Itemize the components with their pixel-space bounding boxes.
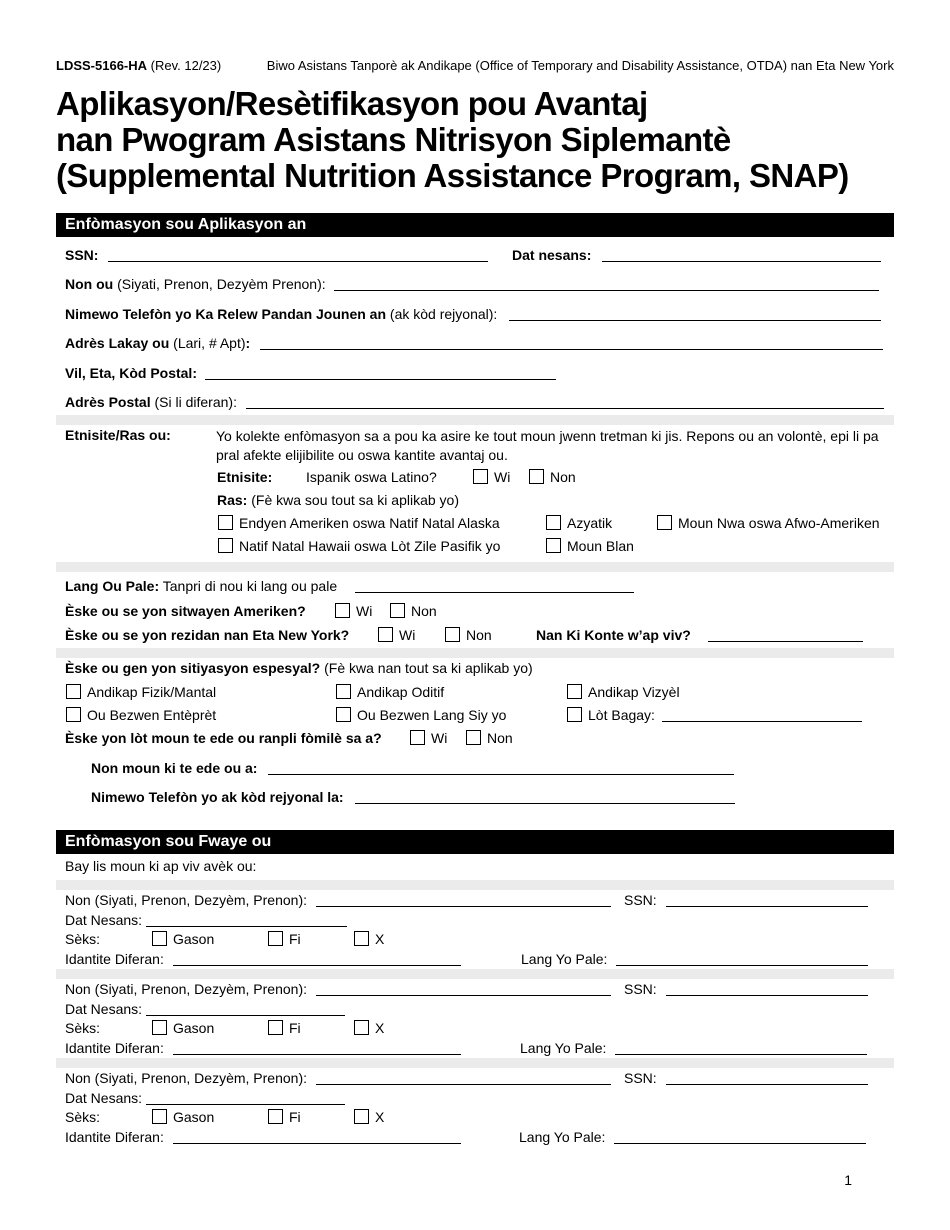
checkbox[interactable] xyxy=(567,707,582,722)
dob-field[interactable] xyxy=(602,261,881,262)
checkbox[interactable] xyxy=(335,603,350,618)
member-language-label: Lang Yo Pale: xyxy=(521,951,608,967)
page-number: 1 xyxy=(844,1172,852,1188)
member-sex-label: Sèks: xyxy=(65,1020,101,1036)
agency-name: Biwo Asistans Tanporè ak Andikape (Office of Temporary and Disability Assistance, OTDA) nan Eta New York xyxy=(266,58,894,73)
member-gender-field[interactable] xyxy=(173,965,461,966)
checkbox[interactable] xyxy=(445,627,460,642)
member-ssn-label: SSN: xyxy=(624,1070,657,1086)
member-divider xyxy=(56,1058,894,1068)
daytime-phone-label: Nimewo Telefòn yo Ka Relew Pandan Jounen an (ak kòd rejyonal): xyxy=(65,306,498,322)
member-sex-label: Sèks: xyxy=(65,1109,101,1125)
home-address-label: Adrès Lakay ou (Lari, # Apt): xyxy=(65,335,251,351)
checkbox[interactable] xyxy=(567,684,582,699)
member-dob-label: Dat Nesans: xyxy=(65,1090,143,1106)
checkbox[interactable] xyxy=(152,931,167,946)
daytime-phone-field[interactable] xyxy=(509,320,881,321)
section-heading-application: Enfòmasyon sou Aplikasyon an xyxy=(56,213,894,237)
ssn-field[interactable] xyxy=(108,261,488,262)
checkbox[interactable] xyxy=(336,684,351,699)
member-sex-label: Sèks: xyxy=(65,931,101,947)
home-address-field[interactable] xyxy=(260,349,883,350)
section-divider xyxy=(56,562,894,572)
member-dob-field[interactable] xyxy=(146,926,347,927)
language-field[interactable] xyxy=(355,592,634,593)
member-name-field[interactable] xyxy=(316,906,611,907)
checkbox[interactable] xyxy=(657,515,672,530)
member-ssn-label: SSN: xyxy=(624,981,657,997)
resident-no[interactable]: Non xyxy=(445,625,492,645)
race-option-native-american[interactable]: Endyen Ameriken oswa Natif Natal Alaska xyxy=(218,513,500,533)
checkbox[interactable] xyxy=(529,469,544,484)
member-name-label: Non (Siyati, Prenon, Dezyèm, Prenon): xyxy=(65,892,307,908)
helper-yes[interactable]: Wi xyxy=(410,728,447,748)
member-dob-label: Dat Nesans: xyxy=(65,1001,143,1017)
sex-option-x[interactable]: X xyxy=(354,1018,384,1038)
member-language-field[interactable] xyxy=(615,1054,867,1055)
hispanic-no[interactable]: Non xyxy=(529,467,576,487)
helper-name-label: Non moun ki te ede ou a: xyxy=(91,760,258,776)
checkbox[interactable] xyxy=(218,538,233,553)
checkbox[interactable] xyxy=(268,1109,283,1124)
ethnicity-intro: Yo kolekte enfòmasyon sa a pou ka asire ke tout moun jwenn tretman ki jis. Repons ou an volontè, epi li pa pral afekte elijibilite ou oswa kantite avantaj ou. xyxy=(216,428,879,463)
helper-phone-field[interactable] xyxy=(355,803,735,804)
hispanic-question: Ispanik oswa Latino? xyxy=(306,469,437,485)
member-dob-label: Dat Nesans: xyxy=(65,912,143,928)
checkbox[interactable] xyxy=(152,1109,167,1124)
ethnicity-label: Etnisite: xyxy=(217,469,273,485)
resident-question: Èske ou se yon rezidan nan Eta New York? xyxy=(65,627,350,643)
checkbox[interactable] xyxy=(66,684,81,699)
race-option-asian[interactable]: Azyatik xyxy=(546,513,612,533)
form-page xyxy=(56,0,894,1230)
member-name-label: Non (Siyati, Prenon, Dezyèm, Prenon): xyxy=(65,1070,307,1086)
sex-option-male[interactable]: Gason xyxy=(152,929,214,949)
special-sign-language[interactable]: Ou Bezwen Lang Siy yo xyxy=(336,705,506,725)
special-physical-mental[interactable]: Andikap Fizik/Mantal xyxy=(66,682,216,702)
checkbox[interactable] xyxy=(336,707,351,722)
race-option-pacific-islander[interactable]: Natif Natal Hawaii oswa Lòt Zile Pasifik yo xyxy=(218,536,500,556)
member-gender-field[interactable] xyxy=(173,1054,461,1055)
member-ssn-field[interactable] xyxy=(666,906,868,907)
sex-option-x[interactable]: X xyxy=(354,1107,384,1127)
sex-option-male[interactable]: Gason xyxy=(152,1018,214,1038)
race-option-black[interactable]: Moun Nwa oswa Afwo-Ameriken xyxy=(657,513,880,533)
hispanic-yes[interactable]: Wi xyxy=(473,467,510,487)
county-question: Nan Ki Konte w’ap viv? xyxy=(536,627,691,643)
member-name-field[interactable] xyxy=(316,995,611,996)
name-field[interactable] xyxy=(334,290,879,291)
checkbox[interactable] xyxy=(546,515,561,530)
member-gender-label: Idantite Diferan: xyxy=(65,1129,164,1145)
member-divider xyxy=(56,880,894,890)
checkbox[interactable] xyxy=(268,931,283,946)
citizen-question: Èske ou se yon sitwayen Ameriken? xyxy=(65,603,306,619)
checkbox[interactable] xyxy=(354,1020,369,1035)
checkbox[interactable] xyxy=(473,469,488,484)
member-language-field[interactable] xyxy=(616,965,868,966)
sex-option-male[interactable]: Gason xyxy=(152,1107,214,1127)
helper-no[interactable]: Non xyxy=(466,728,513,748)
sex-option-female[interactable]: Fi xyxy=(268,929,301,949)
member-language-label: Lang Yo Pale: xyxy=(520,1040,607,1056)
member-ssn-field[interactable] xyxy=(666,995,868,996)
mailing-address-label: Adrès Postal (Si li diferan): xyxy=(65,394,237,410)
section-divider xyxy=(56,415,894,425)
checkbox[interactable] xyxy=(390,603,405,618)
page-title: Aplikasyon/Resètifikasyon pou Avantaj nan Pwogram Asistans Nitrisyon Siplemantè (Supplemental Nutrition Assistance Program, SNAP) xyxy=(56,85,849,194)
checkbox[interactable] xyxy=(152,1020,167,1035)
sex-option-female[interactable]: Fi xyxy=(268,1018,301,1038)
name-label: Non ou (Siyati, Prenon, Dezyèm Prenon): xyxy=(65,276,326,292)
checkbox[interactable] xyxy=(354,1109,369,1124)
checkbox[interactable] xyxy=(466,730,481,745)
citizen-no[interactable]: Non xyxy=(390,601,437,621)
helper-question: Èske yon lòt moun te ede ou ranpli fòmilè sa a? xyxy=(65,730,382,746)
sex-option-female[interactable]: Fi xyxy=(268,1107,301,1127)
ethnicity-race-label: Etnisite/Ras ou: xyxy=(65,427,171,443)
sex-option-x[interactable]: X xyxy=(354,929,384,949)
county-field[interactable] xyxy=(708,641,863,642)
dob-label: Dat nesans: xyxy=(512,247,592,263)
member-gender-label: Idantite Diferan: xyxy=(65,951,164,967)
language-label: Lang Ou Pale: Tanpri di nou ki lang ou pale xyxy=(65,578,338,594)
helper-phone-label: Nimewo Telefòn yo ak kòd rejyonal la: xyxy=(91,789,344,805)
member-ssn-field[interactable] xyxy=(666,1084,868,1085)
special-hearing[interactable]: Andikap Oditif xyxy=(336,682,444,702)
member-language-label: Lang Yo Pale: xyxy=(519,1129,606,1145)
mailing-address-field[interactable] xyxy=(246,408,884,409)
special-situation-question: Èske ou gen yon sitiyasyon espesyal? (Fè kwa nan tout sa ki aplikab yo) xyxy=(65,660,533,676)
form-id: LDSS-5166-HA (Rev. 12/23) xyxy=(56,58,222,73)
household-intro: Bay lis moun ki ap viv avèk ou: xyxy=(65,858,257,874)
resident-yes[interactable]: Wi xyxy=(378,625,415,645)
checkbox[interactable] xyxy=(218,515,233,530)
race-option-white[interactable]: Moun Blan xyxy=(546,536,634,556)
member-language-field[interactable] xyxy=(614,1143,866,1144)
special-visual[interactable]: Andikap Vizyèl xyxy=(567,682,680,702)
member-gender-field[interactable] xyxy=(173,1143,461,1144)
member-dob-field[interactable] xyxy=(146,1104,345,1105)
member-ssn-label: SSN: xyxy=(624,892,657,908)
special-other[interactable]: Lòt Bagay: xyxy=(567,705,655,725)
section-divider xyxy=(56,648,894,658)
special-other-field[interactable] xyxy=(662,721,862,722)
citizen-yes[interactable]: Wi xyxy=(335,601,372,621)
special-interpreter[interactable]: Ou Bezwen Entèprèt xyxy=(66,705,216,725)
checkbox[interactable] xyxy=(378,627,393,642)
member-divider xyxy=(56,969,894,979)
member-gender-label: Idantite Diferan: xyxy=(65,1040,164,1056)
member-name-field[interactable] xyxy=(316,1084,611,1085)
checkbox[interactable] xyxy=(546,538,561,553)
checkbox[interactable] xyxy=(354,931,369,946)
ssn-label: SSN: xyxy=(65,247,99,263)
city-state-zip-label: Vil, Eta, Kòd Postal: xyxy=(65,365,197,381)
member-name-label: Non (Siyati, Prenon, Dezyèm, Prenon): xyxy=(65,981,307,997)
member-dob-field[interactable] xyxy=(146,1015,345,1016)
section-heading-household: Enfòmasyon sou Fwaye ou xyxy=(56,830,894,854)
checkbox[interactable] xyxy=(268,1020,283,1035)
race-label: Ras: (Fè kwa sou tout sa ki aplikab yo) xyxy=(217,492,460,508)
helper-name-field[interactable] xyxy=(268,774,734,775)
checkbox[interactable] xyxy=(66,707,81,722)
city-state-zip-field[interactable] xyxy=(205,379,556,380)
checkbox[interactable] xyxy=(410,730,425,745)
